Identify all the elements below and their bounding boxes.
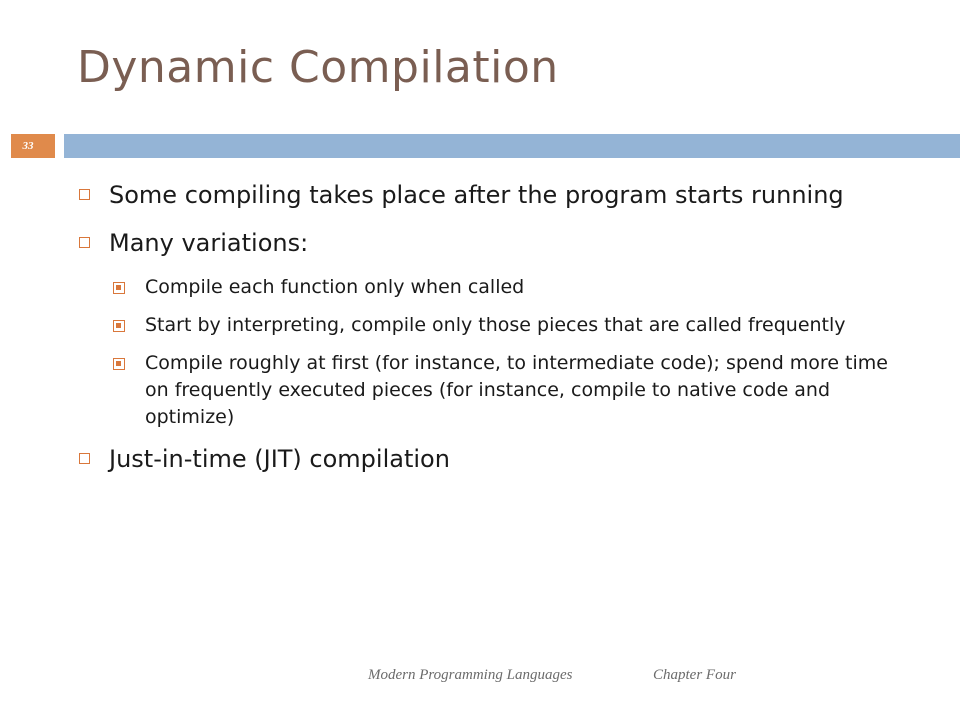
slide-number: 33 <box>22 140 34 152</box>
slide-content <box>75 178 905 490</box>
bullet-text: Many variations: <box>109 229 309 257</box>
bullet-text: Some compiling takes place after the program starts running <box>109 181 844 209</box>
header-accent-blue <box>64 134 960 158</box>
slide-title: Dynamic Compilation <box>77 42 559 93</box>
sub-bullet-item <box>111 350 905 431</box>
sub-bullet-item <box>111 312 905 339</box>
footer-book-title: Modern Programming Languages <box>368 667 573 683</box>
bullet-item <box>75 442 905 477</box>
hollow-square-icon <box>79 453 90 464</box>
hollow-square-icon <box>79 237 90 248</box>
bullet-item <box>75 226 905 261</box>
bullet-item <box>75 178 905 213</box>
sub-bullet-text: Start by interpreting, compile only those pieces that are called frequently <box>145 314 846 336</box>
filled-square-icon <box>113 358 125 370</box>
filled-square-icon <box>113 320 125 332</box>
filled-square-icon <box>113 282 125 294</box>
footer-chapter: Chapter Four <box>653 667 736 683</box>
sub-bullet-text: Compile each function only when called <box>145 276 525 298</box>
sub-bullet-text: Compile roughly at first (for instance, to intermediate code); spend more time on frequently executed pieces (for instance, compile to native code and optimize) <box>145 352 888 428</box>
bullet-text: Just-in-time (JIT) compilation <box>109 445 450 473</box>
sub-bullet-item <box>111 274 905 301</box>
hollow-square-icon <box>79 189 90 200</box>
